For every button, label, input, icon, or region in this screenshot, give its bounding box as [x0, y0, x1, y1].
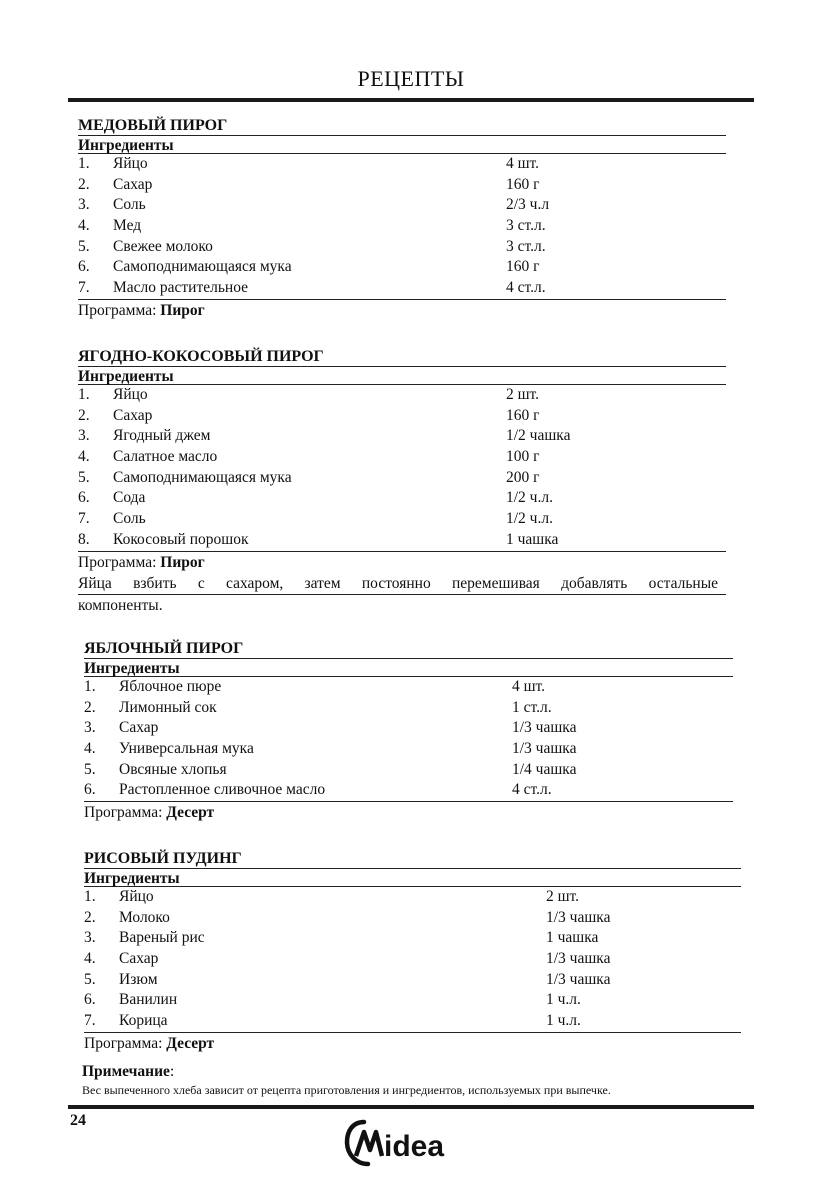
ingredient-num: 1.: [84, 888, 96, 905]
ingredient-name: Яблочное пюре: [119, 678, 222, 695]
ingredient-num: 4.: [78, 217, 90, 235]
ingredient-num: 7.: [78, 510, 90, 528]
ingredients-list: [78, 385, 726, 552]
ingredient-row: [78, 406, 726, 427]
ingredient-row: [78, 426, 726, 447]
ingredient-name: Яйцо: [113, 155, 148, 172]
ingredient-qty: 1 чашка: [546, 929, 599, 947]
ingredient-num: 6.: [84, 991, 96, 1009]
ingredient-row: [84, 718, 733, 739]
ingredient-qty: 160 г: [506, 258, 540, 276]
ingredient-qty: 4 шт.: [512, 678, 546, 695]
ingredient-row: [84, 949, 741, 970]
ingredients-heading: Ингредиенты: [84, 868, 741, 887]
recipe-title: РИСОВЫЙ ПУДИНГ: [84, 850, 242, 867]
recipe-berry-coconut-pie: [78, 348, 726, 616]
note-text: Вес выпеченного хлеба зависит от рецепта приготовления и ингредиентов, используемых при выпечке.: [82, 1083, 611, 1097]
ingredient-qty: 3 ст.л.: [506, 217, 546, 235]
ingredient-name: Яйцо: [119, 888, 154, 905]
ingredient-qty: 4 ст.л.: [506, 279, 546, 297]
ingredient-row: [78, 530, 726, 551]
ingredient-row: [84, 1011, 741, 1032]
ingredients-list: [84, 887, 741, 1033]
ingredient-name: Соль: [113, 510, 146, 528]
ingredient-name: Сода: [113, 489, 146, 507]
program-line: [84, 1033, 741, 1054]
ingredient-row: [84, 887, 741, 908]
ingredient-row: [78, 509, 726, 530]
program-value: Пирог: [160, 553, 205, 571]
ingredient-row: [78, 237, 726, 258]
ingredient-num: 6.: [78, 258, 90, 276]
ingredient-num: 5.: [78, 468, 90, 486]
note-label: Примечание: [82, 1063, 170, 1080]
top-divider: [68, 98, 754, 102]
ingredient-num: 7.: [84, 1012, 96, 1030]
ingredient-name: Кокосовый порошок: [113, 530, 249, 548]
recipe-apple-pie: [84, 640, 733, 823]
ingredient-row: [84, 908, 741, 929]
recipe-title: ЯГОДНО-КОКОСОВЫЙ ПИРОГ: [78, 348, 324, 365]
recipe-honey-pie: [78, 117, 726, 321]
ingredient-row: [78, 175, 726, 196]
ingredient-qty: 1/2 ч.л.: [506, 510, 553, 528]
ingredient-row: [78, 385, 726, 406]
ingredient-row: [78, 447, 726, 468]
program-label: Программа:: [84, 804, 167, 822]
ingredient-row: [78, 257, 726, 278]
ingredient-row: [78, 195, 726, 216]
ingredient-qty: 1/3 чашка: [546, 970, 611, 988]
program-value: Десерт: [166, 804, 215, 822]
ingredient-row: [78, 278, 726, 299]
ingredient-qty: 160 г: [506, 406, 540, 424]
program-label: Программа:: [84, 1034, 167, 1052]
program-value: Десерт: [166, 1034, 215, 1052]
ingredient-qty: 4 шт.: [506, 155, 540, 172]
ingredient-qty: 100 г: [506, 448, 540, 466]
ingredient-num: 6.: [78, 489, 90, 507]
ingredients-list: [78, 154, 726, 300]
bottom-divider: [68, 1105, 754, 1109]
ingredient-row: [84, 990, 741, 1011]
ingredient-row: [78, 216, 726, 237]
recipe-title: МЕДОВЫЙ ПИРОГ: [78, 117, 228, 134]
ingredient-num: 7.: [78, 279, 90, 297]
midea-logo-icon: [344, 1118, 474, 1168]
ingredient-name: Самоподнимающаяся мука: [113, 258, 292, 276]
ingredient-name: Сахар: [119, 719, 159, 737]
ingredient-num: 5.: [84, 760, 96, 778]
ingredient-name: Овсяные хлопья: [119, 760, 227, 778]
program-line: [78, 552, 726, 573]
page-number: 24: [70, 1112, 86, 1129]
ingredient-qty: 1/3 чашка: [512, 740, 577, 758]
ingredient-num: 4.: [78, 448, 90, 466]
ingredient-qty: 2/3 ч.л: [506, 196, 550, 214]
ingredient-name: Масло растительное: [113, 279, 249, 297]
ingredient-num: 2.: [78, 175, 90, 193]
ingredient-qty: 2 шт.: [506, 386, 540, 403]
ingredient-row: [84, 928, 741, 949]
ingredient-row: [84, 780, 733, 801]
program-line: [78, 300, 726, 321]
ingredient-qty: 1/2 чашка: [506, 427, 571, 445]
program-value: Пирог: [160, 301, 205, 319]
ingredient-num: 5.: [84, 970, 96, 988]
ingredient-num: 3.: [78, 427, 90, 445]
ingredient-qty: 1/3 чашка: [512, 719, 577, 737]
ingredient-name: Ванилин: [119, 991, 178, 1009]
ingredient-row: [84, 677, 733, 698]
ingredient-name: Свежее молоко: [113, 237, 213, 255]
recipe-title: ЯБЛОЧНЫЙ ПИРОГ: [84, 640, 244, 657]
ingredient-qty: 1/3 чашка: [546, 950, 611, 968]
ingredient-num: 2.: [84, 698, 96, 716]
note-colon: :: [169, 1063, 175, 1080]
ingredient-qty: 1/4 чашка: [512, 760, 577, 778]
program-label: Программа:: [78, 301, 161, 319]
midea-logo: [344, 1118, 474, 1173]
ingredient-num: 5.: [78, 237, 90, 255]
ingredient-num: 8.: [78, 530, 90, 548]
ingredient-name: Молоко: [119, 908, 170, 926]
page-title: РЕЦЕПТЫ: [357, 66, 465, 91]
ingredient-num: 3.: [84, 719, 96, 737]
ingredient-row: [78, 468, 726, 489]
footer-note: [82, 1063, 754, 1098]
ingredient-num: 3.: [78, 196, 90, 214]
ingredient-qty: 160 г: [506, 175, 540, 193]
ingredient-name: Ягодный джем: [113, 427, 211, 445]
ingredient-row: [84, 760, 733, 781]
ingredient-qty: 3 ст.л.: [506, 237, 546, 255]
ingredient-name: Универсальная мука: [119, 740, 254, 758]
ingredient-name: Лимонный сок: [119, 698, 217, 716]
ingredient-num: 2.: [84, 908, 96, 926]
ingredient-name: Яйцо: [113, 386, 148, 403]
ingredient-name: Соль: [113, 196, 146, 214]
ingredients-heading: Ингредиенты: [78, 135, 726, 154]
ingredient-qty: 200 г: [506, 468, 540, 486]
instruction-text-continued: компоненты.: [78, 596, 163, 614]
ingredients-heading: Ингредиенты: [78, 366, 726, 385]
ingredient-qty: 1 чашка: [506, 530, 559, 548]
ingredient-name: Мед: [113, 217, 142, 235]
ingredient-row: [78, 488, 726, 509]
note-heading: [82, 1063, 754, 1081]
ingredient-row: [78, 154, 726, 175]
ingredient-qty: 1 ст.л.: [512, 698, 552, 716]
program-line: [84, 802, 733, 823]
ingredient-name: Изюм: [119, 970, 158, 988]
ingredient-num: 1.: [78, 386, 90, 403]
ingredient-name: Сахар: [119, 950, 159, 968]
ingredient-qty: 1 ч.л.: [546, 1012, 581, 1030]
ingredient-qty: 1/2 ч.л.: [506, 489, 553, 507]
ingredient-name: Салатное масло: [113, 448, 218, 466]
ingredient-qty: 1/3 чашка: [546, 908, 611, 926]
ingredient-name: Корица: [119, 1012, 168, 1030]
ingredient-qty: 2 шт.: [546, 888, 580, 905]
ingredient-name: Сахар: [113, 406, 153, 424]
ingredient-name: Сахар: [113, 175, 153, 193]
ingredient-name: Растопленное сливочное масло: [119, 781, 326, 799]
ingredient-num: 3.: [84, 929, 96, 947]
ingredient-num: 1.: [78, 155, 90, 172]
ingredient-qty: 4 ст.л.: [512, 781, 552, 799]
ingredient-num: 2.: [78, 406, 90, 424]
ingredient-num: 4.: [84, 740, 96, 758]
ingredients-heading: Ингредиенты: [84, 658, 733, 677]
ingredient-num: 6.: [84, 781, 96, 799]
ingredient-name: Самоподнимающаяся мука: [113, 468, 292, 486]
ingredient-num: 4.: [84, 950, 96, 968]
instruction-text: Яйца взбить с сахаром, затем постоянно перемешивая добавлять остальные: [78, 573, 726, 595]
ingredient-row: [84, 739, 733, 760]
ingredient-row: [84, 698, 733, 719]
program-label: Программа:: [78, 553, 161, 571]
ingredients-list: [84, 677, 733, 802]
logo-wordmark: idea: [384, 1130, 445, 1163]
ingredient-qty: 1 ч.л.: [546, 991, 581, 1009]
ingredient-row: [84, 970, 741, 991]
recipe-rice-pudding: [84, 850, 741, 1054]
ingredient-num: 1.: [84, 678, 96, 695]
ingredient-name: Вареный рис: [119, 929, 205, 947]
